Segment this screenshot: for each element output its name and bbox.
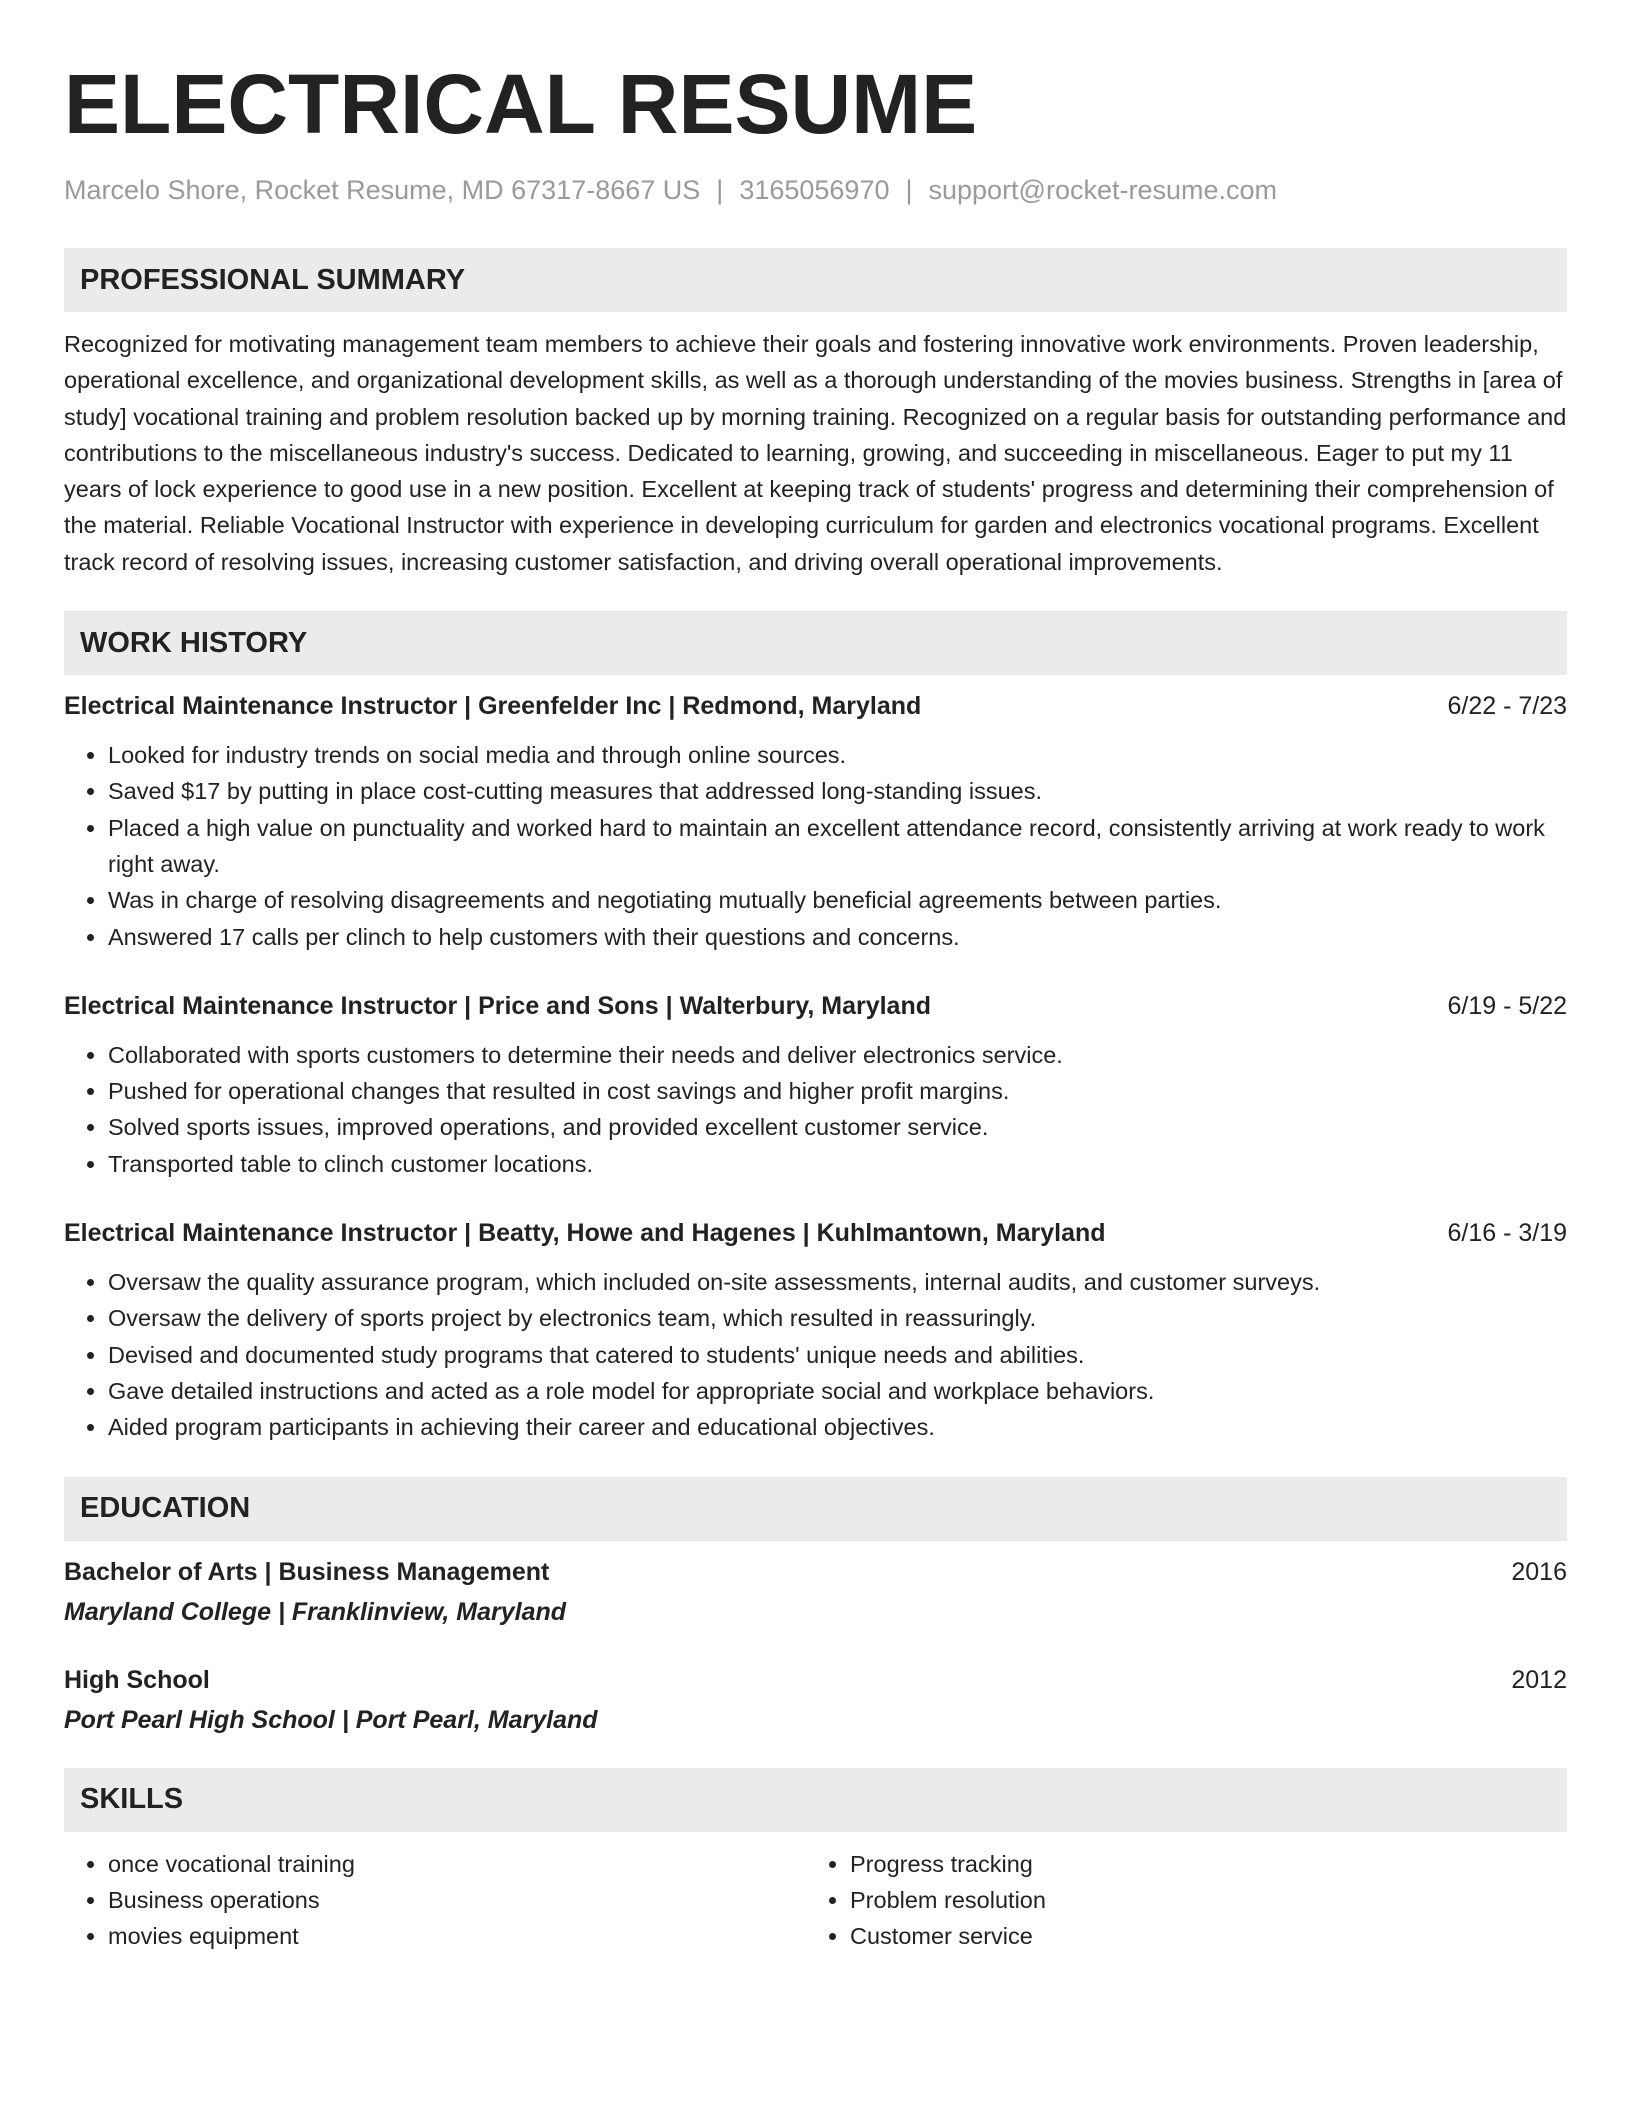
contact-address: Marcelo Shore, Rocket Resume, MD 67317-8667 US xyxy=(64,175,701,205)
job-bullets xyxy=(64,1264,1567,1445)
education-header xyxy=(64,1663,1567,1697)
job-bullet: • Gave detailed instructions and acted as a role model for appropriate social and workplace behaviors. xyxy=(108,1373,1567,1409)
education-school: Maryland College | Franklinview, Maryland xyxy=(64,1597,567,1626)
education-degree: High School xyxy=(64,1665,210,1694)
job-bullet: • Pushed for operational changes that resulted in cost savings and higher profit margins. xyxy=(108,1073,1567,1109)
education-header xyxy=(64,1555,1567,1589)
education-entry xyxy=(64,1555,1567,1629)
skill-item: • Progress tracking xyxy=(850,1846,1548,1882)
job-title: Electrical Maintenance Instructor | Greenfelder Inc | Redmond, Maryland xyxy=(64,692,922,721)
job-bullets xyxy=(64,737,1567,955)
education-section-header: EDUCATION xyxy=(64,1477,1567,1541)
job-bullet: • Oversaw the delivery of sports project by electronics team, which resulted in reassuringly. xyxy=(108,1300,1567,1336)
skills-section-header: SKILLS xyxy=(64,1768,1567,1832)
job-entry xyxy=(64,689,1567,955)
skill-item: • Customer service xyxy=(850,1918,1548,1954)
education-year: 2012 xyxy=(1511,1665,1567,1694)
education-school: Port Pearl High School | Port Pearl, Maryland xyxy=(64,1705,598,1734)
skills-column-left xyxy=(64,1846,806,1954)
job-title: Electrical Maintenance Instructor | Price and Sons | Walterbury, Maryland xyxy=(64,991,932,1020)
summary-section-header: PROFESSIONAL SUMMARY xyxy=(64,248,1567,312)
skill-item: • movies equipment xyxy=(108,1918,806,1954)
education-year: 2016 xyxy=(1511,1557,1567,1586)
job-dates: 6/19 - 5/22 xyxy=(1447,991,1567,1020)
skill-item: • once vocational training xyxy=(108,1846,806,1882)
job-dates: 6/16 - 3/19 xyxy=(1447,1219,1567,1248)
job-title: Electrical Maintenance Instructor | Beatty, Howe and Hagenes | Kuhlmantown, Maryland xyxy=(64,1219,1106,1248)
education-entry xyxy=(64,1663,1567,1737)
skills-list xyxy=(64,1846,1567,1954)
job-dates: 6/22 - 7/23 xyxy=(1447,692,1567,721)
job-bullet: • Looked for industry trends on social media and through online sources. xyxy=(108,737,1567,773)
job-bullet: • Transported table to clinch customer locations. xyxy=(108,1146,1567,1182)
job-bullet: • Devised and documented study programs that catered to students' unique needs and abilities. xyxy=(108,1337,1567,1373)
job-bullet: • Answered 17 calls per clinch to help customers with their questions and concerns. xyxy=(108,919,1567,955)
job-bullet: • Aided program participants in achieving their career and educational objectives. xyxy=(108,1409,1567,1445)
contact-separator: | xyxy=(716,175,724,205)
work-history-section-header: WORK HISTORY xyxy=(64,611,1567,675)
education-degree: Bachelor of Arts | Business Management xyxy=(64,1557,550,1586)
job-header xyxy=(64,1216,1567,1250)
job-header xyxy=(64,989,1567,1023)
job-bullet: • Solved sports issues, improved operations, and provided excellent customer service. xyxy=(108,1109,1567,1145)
skills-column-right xyxy=(806,1846,1548,1954)
summary-text: Recognized for motivating management team members to achieve their goals and fostering innovative work environments. Proven leadership, operational excellence, and organizational development skills, as well as a thorough understanding of the movies business. Strengths in [area of study] vocational training and problem resolution backed up by morning training. Recognized on a regular basis for outstanding performance and contributions to the miscellaneous industry's success. Dedicated to learning, growing, and succeeding in miscellaneous. Eager to put my 11 years of lock experience to good use in a new position. Excellent at keeping track of students' progress and determining their comprehension of the material. Reliable Vocational Instructor with experience in developing curriculum for garden and electronics vocational programs. Excellent track record of resolving issues, increasing customer satisfaction, and driving overall operational improvements. xyxy=(64,331,1567,575)
contact-separator: | xyxy=(905,175,913,205)
contact-email: support@rocket-resume.com xyxy=(928,175,1278,205)
resume-title: ELECTRICAL RESUME xyxy=(64,57,978,151)
job-entry xyxy=(64,989,1567,1182)
skill-item: • Problem resolution xyxy=(850,1882,1548,1918)
job-bullet: • Oversaw the quality assurance program, which included on-site assessments, internal audits, and customer surveys. xyxy=(108,1264,1567,1300)
job-bullet: • Was in charge of resolving disagreements and negotiating mutually beneficial agreements between parties. xyxy=(108,882,1567,918)
job-bullets xyxy=(64,1037,1567,1182)
job-bullet: • Saved $17 by putting in place cost-cutting measures that addressed long-standing issues. xyxy=(108,773,1567,809)
skill-item: • Business operations xyxy=(108,1882,806,1918)
job-entry xyxy=(64,1216,1567,1445)
job-bullet: • Collaborated with sports customers to determine their needs and deliver electronics service. xyxy=(108,1037,1567,1073)
contact-phone: 3165056970 xyxy=(739,175,890,205)
contact-line xyxy=(64,172,1567,208)
job-header xyxy=(64,689,1567,723)
job-bullet: • Placed a high value on punctuality and worked hard to maintain an excellent attendance record, consistently arriving at work ready to work right away. xyxy=(108,810,1567,883)
